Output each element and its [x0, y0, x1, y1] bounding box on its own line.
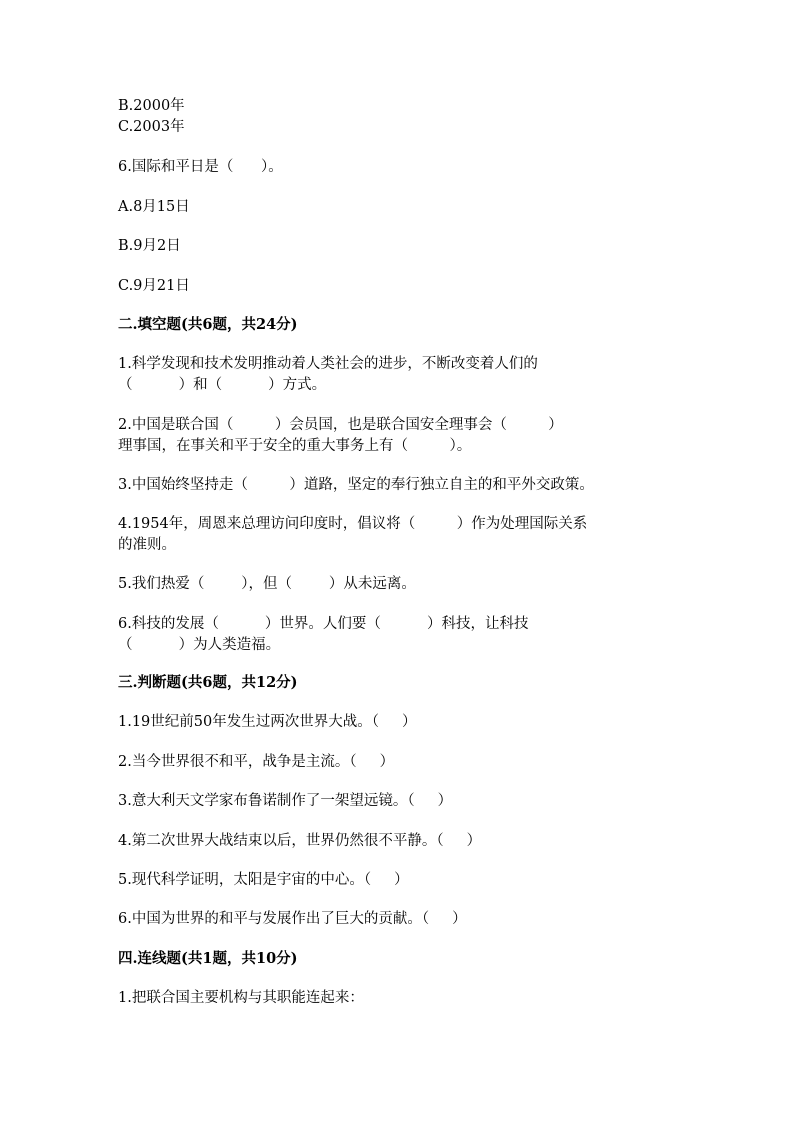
fill-q1-line1: 1.科学发现和技术发明推动着人类社会的进步，不断改变着人们的 [118, 356, 538, 372]
judge-q6: 6.中国为世界的和平与发展作出了巨大的贡献。（ ） [118, 911, 467, 927]
fill-q3: 3.中国始终坚持走（ ）道路，坚定的奉行独立自主的和平外交政策。 [118, 477, 594, 493]
option-c-2003: C.2003年 [118, 119, 185, 135]
section-matching-title: 四.连线题(共1题，共10分) [118, 950, 298, 967]
option-a-aug-15: A.8月15日 [118, 199, 190, 215]
fill-q4-line2: 的准则。 [118, 537, 176, 553]
section-fill-in-title: 二.填空题(共6题，共24分) [118, 316, 298, 333]
judge-q1: 1.19世纪前50年发生过两次世界大战。（ ） [118, 714, 417, 730]
fill-q6-line2: （ ）为人类造福。 [118, 637, 281, 653]
option-c-sep-21: C.9月21日 [118, 278, 190, 294]
fill-q4-line1: 4.1954年，周恩来总理访问印度时，倡议将（ ）作为处理国际关系 [118, 516, 588, 532]
fill-q6-line1: 6.科技的发展（ ）世界。人们要（ ）科技，让科技 [118, 616, 529, 632]
question-6-peace-day: 6.国际和平日是（ ）。 [118, 159, 283, 175]
section-judgement-title: 三.判断题(共6题，共12分) [118, 674, 298, 691]
judge-q2: 2.当今世界很不和平，战争是主流。（ ） [118, 754, 395, 770]
judge-q3: 3.意大利天文学家布鲁诺制作了一架望远镜。（ ） [118, 793, 453, 809]
fill-q1-line2: （ ）和（ ）方式。 [118, 377, 327, 393]
fill-q5: 5.我们热爱（ ），但（ ）从未远离。 [118, 576, 416, 592]
fill-q2-line2: 理事国，在事关和平于安全的重大事务上有（ ）。 [118, 438, 472, 454]
judge-q4: 4.第二次世界大战结束以后，世界仍然很不平静。（ ） [118, 833, 482, 849]
judge-q5: 5.现代科学证明，太阳是宇宙的中心。（ ） [118, 872, 409, 888]
fill-q2-line1: 2.中国是联合国（ ）会员国，也是联合国安全理事会（ ） [118, 417, 563, 433]
option-b-2000: B.2000年 [118, 98, 185, 114]
matching-q1: 1.把联合国主要机构与其职能连起来： [118, 990, 364, 1006]
option-b-sep-2: B.9月2日 [118, 238, 181, 254]
